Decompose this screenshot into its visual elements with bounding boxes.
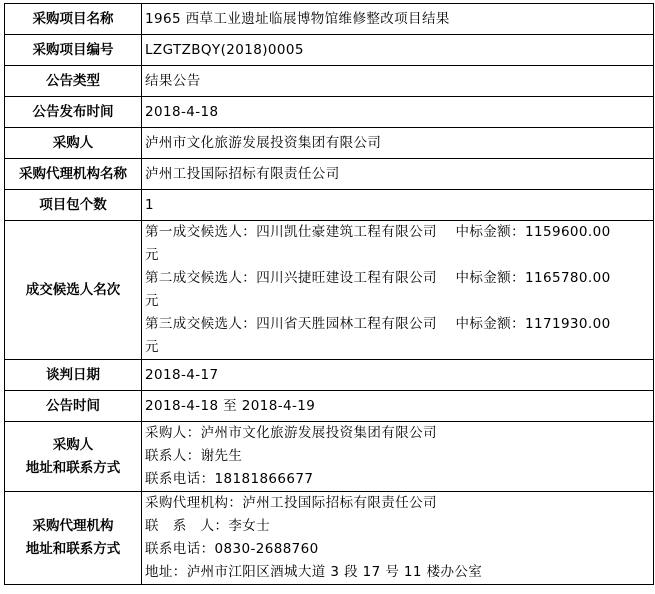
purchaser-value: 泸州市文化旅游发展投资集团有限公司 [142,128,654,159]
candidate-2-unit: 元 [145,293,159,309]
publish-time-label: 公告发布时间 [5,97,142,128]
purchaser-label: 采购人 [5,128,142,159]
row-package-count [5,190,654,221]
negotiation-date-value: 2018-4-17 [142,360,654,391]
purchaser-contact-value [142,422,654,492]
purchaser-contact-person: 联系人：谢先生 [145,448,243,464]
purchaser-contact-name: 采购人：泸州市文化旅游发展投资集团有限公司 [145,425,437,441]
negotiation-date-label: 谈判日期 [5,360,142,391]
agency-contact-phone: 联系电话：0830-2688760 [145,541,319,557]
purchaser-contact-label-line2: 地址和联系方式 [25,459,121,476]
purchaser-contact-phone: 联系电话：18181866677 [145,471,314,487]
agency-contact-label [5,492,142,585]
agency-contact-name: 采购代理机构：泸州工投国际招标有限责任公司 [145,495,437,511]
candidate-1-line: 第一成交候选人：四川凯仕豪建筑工程有限公司 中标金额：1159600.00 [145,224,611,240]
notice-period-label: 公告时间 [5,391,142,422]
agency-contact-address: 地址：泸州市江阳区酒城大道 3 段 17 号 11 楼办公室 [145,564,483,580]
candidates-value [142,221,654,360]
project-code-value: LZGTZBQY(2018)0005 [142,35,654,66]
purchaser-contact-label-line1: 采购人 [52,436,94,453]
row-negotiation-date [5,360,654,391]
agency-contact-label-line2: 地址和联系方式 [25,541,121,557]
row-agency [5,159,654,190]
agency-label: 采购代理机构名称 [5,159,142,190]
row-notice-period [5,391,654,422]
agency-contact-person: 联 系 人：李女士 [145,518,271,534]
row-project-name [5,4,654,35]
agency-contact-value [142,492,654,585]
package-count-value: 1 [142,190,654,221]
row-agency-contact [5,492,654,585]
notice-type-label: 公告类型 [5,66,142,97]
row-publish-time [5,97,654,128]
candidate-2-line: 第二成交候选人：四川兴捷旺建设工程有限公司 中标金额：1165780.00 [145,270,611,286]
candidate-3-unit: 元 [145,339,159,355]
project-name-label: 采购项目名称 [5,4,142,35]
candidates-label: 成交候选人名次 [5,221,142,360]
notice-type-value: 结果公告 [142,66,654,97]
row-purchaser [5,128,654,159]
row-project-code [5,35,654,66]
project-name-value: 1965 西草工业遗址临展博物馆维修整改项目结果 [142,4,654,35]
package-count-label: 项目包个数 [5,190,142,221]
row-purchaser-contact [5,422,654,492]
row-candidates [5,221,654,360]
agency-value: 泸州工投国际招标有限责任公司 [142,159,654,190]
row-notice-type [5,66,654,97]
notice-period-value: 2018-4-18 至 2018-4-19 [142,391,654,422]
publish-time-value: 2018-4-18 [142,97,654,128]
purchaser-contact-label [5,422,142,492]
candidate-3-line: 第三成交候选人：四川省天胜园林工程有限公司 中标金额：1171930.00 [145,316,611,332]
project-code-label: 采购项目编号 [5,35,142,66]
candidate-1-unit: 元 [145,247,159,263]
procurement-result-table [4,3,654,585]
agency-contact-label-line1: 采购代理机构 [32,518,114,534]
